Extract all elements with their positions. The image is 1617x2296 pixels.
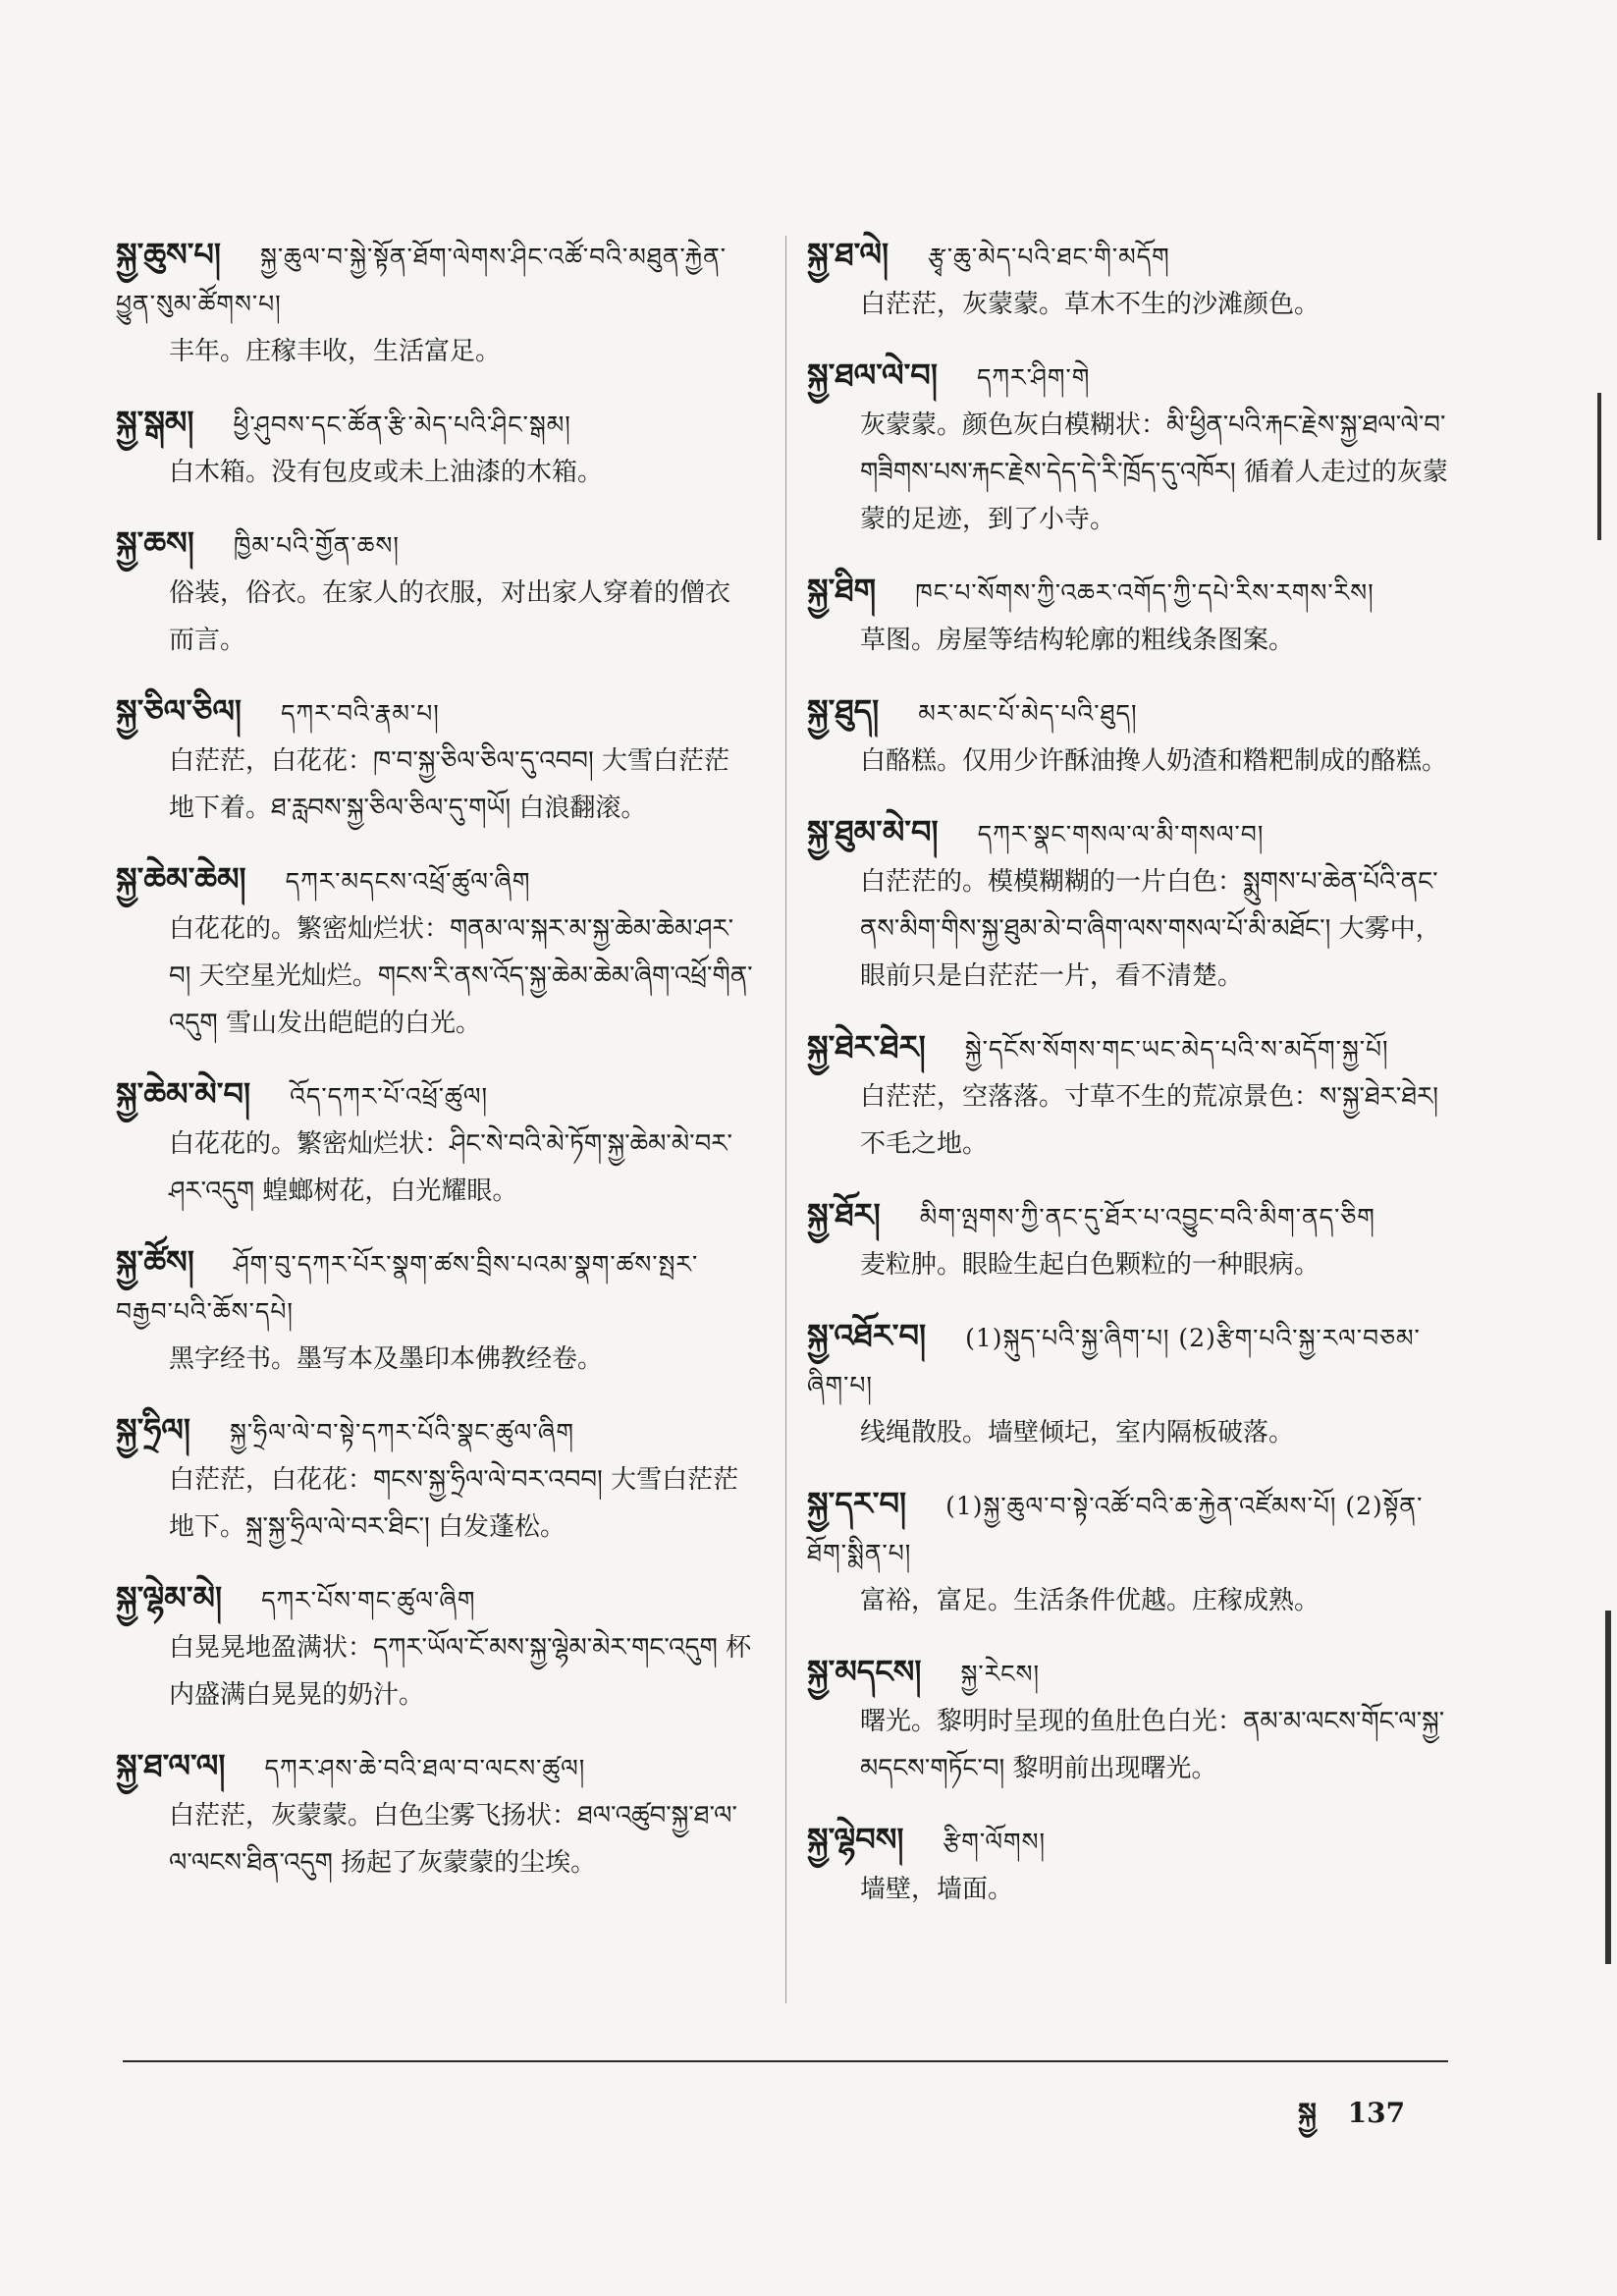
entry-headword: སྐྱ་ལྷེམ་མེ། — [116, 1579, 223, 1616]
entry-chinese-definition: 线绳散股。墙壁倾圮，室内隔板破落。 — [860, 1418, 1295, 1448]
dictionary-entry — [116, 1574, 754, 1719]
entry-headword: སྐྱ་ཐ་ལ་ལ། — [116, 1747, 226, 1784]
entry-headword: སྐྱ་ཐ་ལེ། — [807, 236, 889, 273]
dictionary-entry — [807, 567, 1455, 664]
entry-headword: སྐྱ་མདངས། — [807, 1653, 922, 1690]
dictionary-entry — [116, 231, 754, 375]
dictionary-entry — [116, 399, 754, 496]
entry-chinese-definition: 白茫茫，灰蒙蒙。白色尘雾飞扬状：ཐལ་འཚུབ་སྐྱ་ཐ་ལ་ལ་ལངས་ཐིན་འདུག 扬起了灰蒙蒙的尘埃。 — [169, 1801, 737, 1878]
entry-chinese-definition: 白茫茫，空落落。寸草不生的荒凉景色：ས་སྐྱ་ཐེར་ཐེར། 不毛之地。 — [860, 1082, 1439, 1159]
scan-edge-mark — [1597, 393, 1601, 540]
entry-headword: སྐྱ་ཆེམ་ཆེམ། — [116, 860, 246, 898]
entry-chinese-definition: 灰蒙蒙。颜色灰白模糊状：མི་ཕྱིན་པའི་རྐང་རྗེས་སྐྱ་ཐལ་ལེ་བ་གཟིགས་པས་རྐང་རྗེས་དེད་དེ་རི་ཁྲོད་དུ་འཁོར། 循着人走过的灰蒙蒙的足迹，到了小寺。 — [860, 410, 1448, 534]
entry-tibetan-definition: (1)སྐྱ་ཆུལ་བ་སྟེ་འཚོ་བའི་ཆ་རྐྱེན་འཛོམས་པོ། (2)སྟོན་ཐོག་སྨིན་པ། — [807, 1492, 1424, 1567]
dictionary-entry — [807, 1023, 1455, 1168]
dictionary-entry — [116, 855, 754, 1047]
dictionary-entry — [807, 1191, 1455, 1288]
entry-chinese-definition: 白茫茫，白花花：ཁ་བ་སྐྱ་ཅིལ་ཅིལ་དུ་འབབ། 大雪白茫茫地下着。ཐ་རླབས་སྐྱ་ཅིལ་ཅིལ་དུ་གཡོ། 白浪翻滚。 — [169, 746, 729, 823]
entry-chinese-definition: 白晃晃地盈满状：དཀར་ཡོལ་ངོ་མས་སྐྱ་ལྷེམ་མེར་གང་འདུག 杯内盛满白晃晃的奶汁。 — [169, 1633, 752, 1710]
dictionary-entry — [807, 1816, 1455, 1913]
entry-tibetan-definition: དཀར་པོས་གང་ཚུལ་ཞིག — [261, 1586, 476, 1614]
entry-chinese-definition: 白酪糕。仅用少许酥油搀人奶渣和糌粑制成的酪糕。 — [860, 746, 1448, 776]
entry-tibetan-definition: (1)སྐུད་པའི་སྐྱ་ཞིག་པ། (2)རྩིག་པའི་སྐྱ་རལ་བཅམ་ཞིག་པ། — [807, 1324, 1421, 1399]
running-head: སྐྱ — [1298, 2097, 1317, 2129]
entry-tibetan-definition: དཀར་ཤིག་གེ — [976, 363, 1091, 392]
entry-tibetan-definition: སྐྱེ་དངོས་སོགས་གང་ཡང་མེད་པའི་ས་མདོག་སྐྱ་པོ། — [964, 1035, 1389, 1064]
entry-chinese-definition: 白木箱。没有包皮或未上油漆的木箱。 — [169, 458, 604, 487]
left-column — [116, 231, 754, 1910]
scan-edge-mark — [1605, 1611, 1611, 1964]
entry-chinese-definition: 俗装，俗衣。在家人的衣服，对出家人穿着的僧衣而言。 — [169, 578, 731, 655]
entry-headword: སྐྱ་དར་བ། — [807, 1485, 907, 1522]
entry-tibetan-definition: སྐྱ་ཧྲིལ་ལེ་བ་སྟེ་དཀར་པོའི་སྣང་ཚུལ་ཞིག — [230, 1418, 574, 1447]
entry-chinese-definition: 白花花的。繁密灿烂状：ཤིང་སེ་བའི་མེ་ཏོག་སྐྱ་ཆེམ་མེ་བར་ཤར་འདུག 蝗螂树花，白光耀眼。 — [169, 1129, 732, 1206]
dictionary-entry — [807, 687, 1455, 785]
page-number: 137 — [1347, 2097, 1406, 2129]
dictionary-entry — [807, 352, 1455, 543]
dictionary-entry — [807, 808, 1455, 1000]
entry-chinese-definition: 丰年。庄稼丰收，生活富足。 — [169, 337, 502, 366]
entry-tibetan-definition: མིག་ལྤགས་ཀྱི་ནང་དུ་ཐོར་པ་འབྱུང་བའི་མིག་ནད་ཅིག — [919, 1203, 1375, 1231]
entry-chinese-definition: 墙壁，墙面。 — [860, 1875, 1014, 1904]
dictionary-entry — [807, 1648, 1455, 1792]
entry-tibetan-definition: རྩྭ་ཆུ་མེད་པའི་ཐང་གི་མདོག — [928, 243, 1170, 271]
entry-tibetan-definition: དཀར་སྣང་གསལ་ལ་མི་གསལ་བ། — [977, 820, 1265, 848]
footer-rule — [123, 2060, 1448, 2062]
entry-chinese-definition: 草图。房屋等结构轮廓的粗线条图案。 — [860, 626, 1295, 655]
entry-tibetan-definition: ཁང་པ་སོགས་ཀྱི་འཆར་འགོད་ཀྱི་དཔེ་རིས་རགས་རིས། — [915, 578, 1374, 607]
dictionary-entry — [116, 687, 754, 832]
entry-headword: སྐྱ་ལྷེབས། — [807, 1821, 904, 1858]
dictionary-entry — [116, 1070, 754, 1215]
entry-headword: སྐྱ་འཐོར་བ། — [807, 1317, 927, 1354]
entry-headword: སྐྱ་ཐུམ་མེ་བ། — [807, 813, 939, 850]
entry-chinese-definition: 曙光。黎明时呈现的鱼肚色白光：ནམ་མ་ལངས་གོང་ལ་སྐྱ་མདངས་གཏོང་བ། 黎明前出现曙光。 — [860, 1707, 1445, 1783]
dictionary-entry — [807, 231, 1455, 328]
dictionary-entry — [116, 1238, 754, 1383]
entry-headword: སྐྱ་ཐིག — [807, 572, 877, 609]
entry-chinese-definition: 白茫茫，灰蒙蒙。草木不生的沙滩颜色。 — [860, 290, 1321, 319]
entry-tibetan-definition: འོད་དཀར་པོ་འཕྲོ་ཚུལ། — [290, 1082, 489, 1111]
entry-headword: སྐྱ་ཆེམ་མེ་བ། — [116, 1075, 251, 1113]
entry-headword: སྐྱ་ཐུད། — [807, 692, 880, 730]
entry-chinese-definition: 黑字经书。墨写本及墨印本佛教经卷。 — [169, 1344, 604, 1374]
entry-headword: སྐྱ་ཧྲིལ། — [116, 1411, 191, 1449]
page-footer — [1298, 2082, 1427, 2159]
entry-tibetan-definition: ཁྱིམ་པའི་གྱོན་ཆས། — [233, 531, 400, 560]
column-divider — [785, 236, 786, 2003]
entry-chinese-definition: 富裕，富足。生活条件优越。庄稼成熟。 — [860, 1586, 1321, 1615]
entry-chinese-definition: 麦粒肿。眼睑生起白色颗粒的一种眼病。 — [860, 1250, 1321, 1280]
entry-chinese-definition: 白花花的。繁密灿烂状：གནམ་ལ་སྐར་མ་སྐྱ་ཆེམ་ཆེམ་ཤར་བ། 天空星光灿烂。གངས་རི་ནས་འོད་སྐྱ་ཆེམ་ཆེམ་ཞིག་འཕྲོ་གིན་འདུག 雪山发出皑皑的白光。 — [169, 914, 753, 1038]
entry-headword: སྐྱ་ཐོར། — [807, 1196, 881, 1233]
entry-chinese-definition: 白茫茫，白花花：གངས་སྐྱ་ཧྲིལ་ལེ་བར་འབབ། 大雪白茫茫地下。སྐྲ་སྐྱ་ཧྲིལ་ལེ་བར་ཐིང་། 白发蓬松。 — [169, 1465, 739, 1542]
entry-tibetan-definition: དཀར་མདངས་འཕྲོ་ཚུལ་ཞིག — [285, 867, 531, 896]
entry-tibetan-definition: སྐྱ་ཆུལ་བ་སྐྱེ་སྟོན་ཐོག་ལེགས་ཤིང་འཚོ་བའི་མཐུན་རྐྱེན་ཕྱུན་སུམ་ཚོགས་པ། — [116, 243, 728, 318]
entry-chinese-definition: 白茫茫的。模模糊糊的一片白色：སྨུགས་པ་ཆེན་པོའི་ནང་ནས་མིག་གིས་སྐྱ་ཐུམ་མེ་བ་ཞིག་ལས་གསལ་པོ་མི་མཐོང་། 大雾中，眼前只是白茫茫一片，看不清楚。 — [860, 867, 1441, 991]
right-column — [807, 231, 1455, 1937]
entry-headword: སྐྱ་ཆས། — [116, 524, 194, 562]
dictionary-entry — [807, 1312, 1455, 1456]
entry-tibetan-definition: ཤོག་བུ་དཀར་པོར་སྣག་ཚས་བྲིས་པའམ་སྣག་ཚས་སྤར་བརྒྱབ་པའི་ཆོས་དཔེ། — [116, 1250, 699, 1326]
entry-tibetan-definition: མར་མང་པོ་མེད་པའི་ཐུད། — [918, 699, 1138, 728]
entry-headword: སྐྱ་ཆུས་པ། — [116, 236, 222, 273]
entry-tibetan-definition: རྩིག་ལོགས། — [943, 1828, 1047, 1856]
entry-headword: སྐྱ་ཅིལ་ཅིལ། — [116, 692, 243, 730]
dictionary-entry — [116, 519, 754, 664]
entry-headword: སྐྱ་ཚོས། — [116, 1243, 194, 1281]
dictionary-entry — [807, 1480, 1455, 1624]
entry-tibetan-definition: སྐྱ་རེངས། — [960, 1660, 1041, 1688]
entry-headword: སྐྱ་ཐལ་ལེ་བ། — [807, 356, 938, 394]
entry-tibetan-definition: དཀར་བའི་རྣམ་པ། — [281, 699, 440, 728]
entry-tibetan-definition: ཕྱི་ཤུབས་དང་ཚོན་རྩི་མེད་པའི་ཤིང་སྒམ། — [233, 410, 571, 439]
entry-headword: སྐྱ་སྒམ། — [116, 404, 194, 441]
dictionary-entry — [116, 1742, 754, 1886]
entry-tibetan-definition: དཀར་ཤས་ཆེ་བའི་ཐལ་བ་ལངས་ཚུལ། — [264, 1754, 586, 1782]
dictionary-entry — [116, 1406, 754, 1551]
entry-headword: སྐྱ་ཐེར་ཐེར། — [807, 1028, 926, 1066]
